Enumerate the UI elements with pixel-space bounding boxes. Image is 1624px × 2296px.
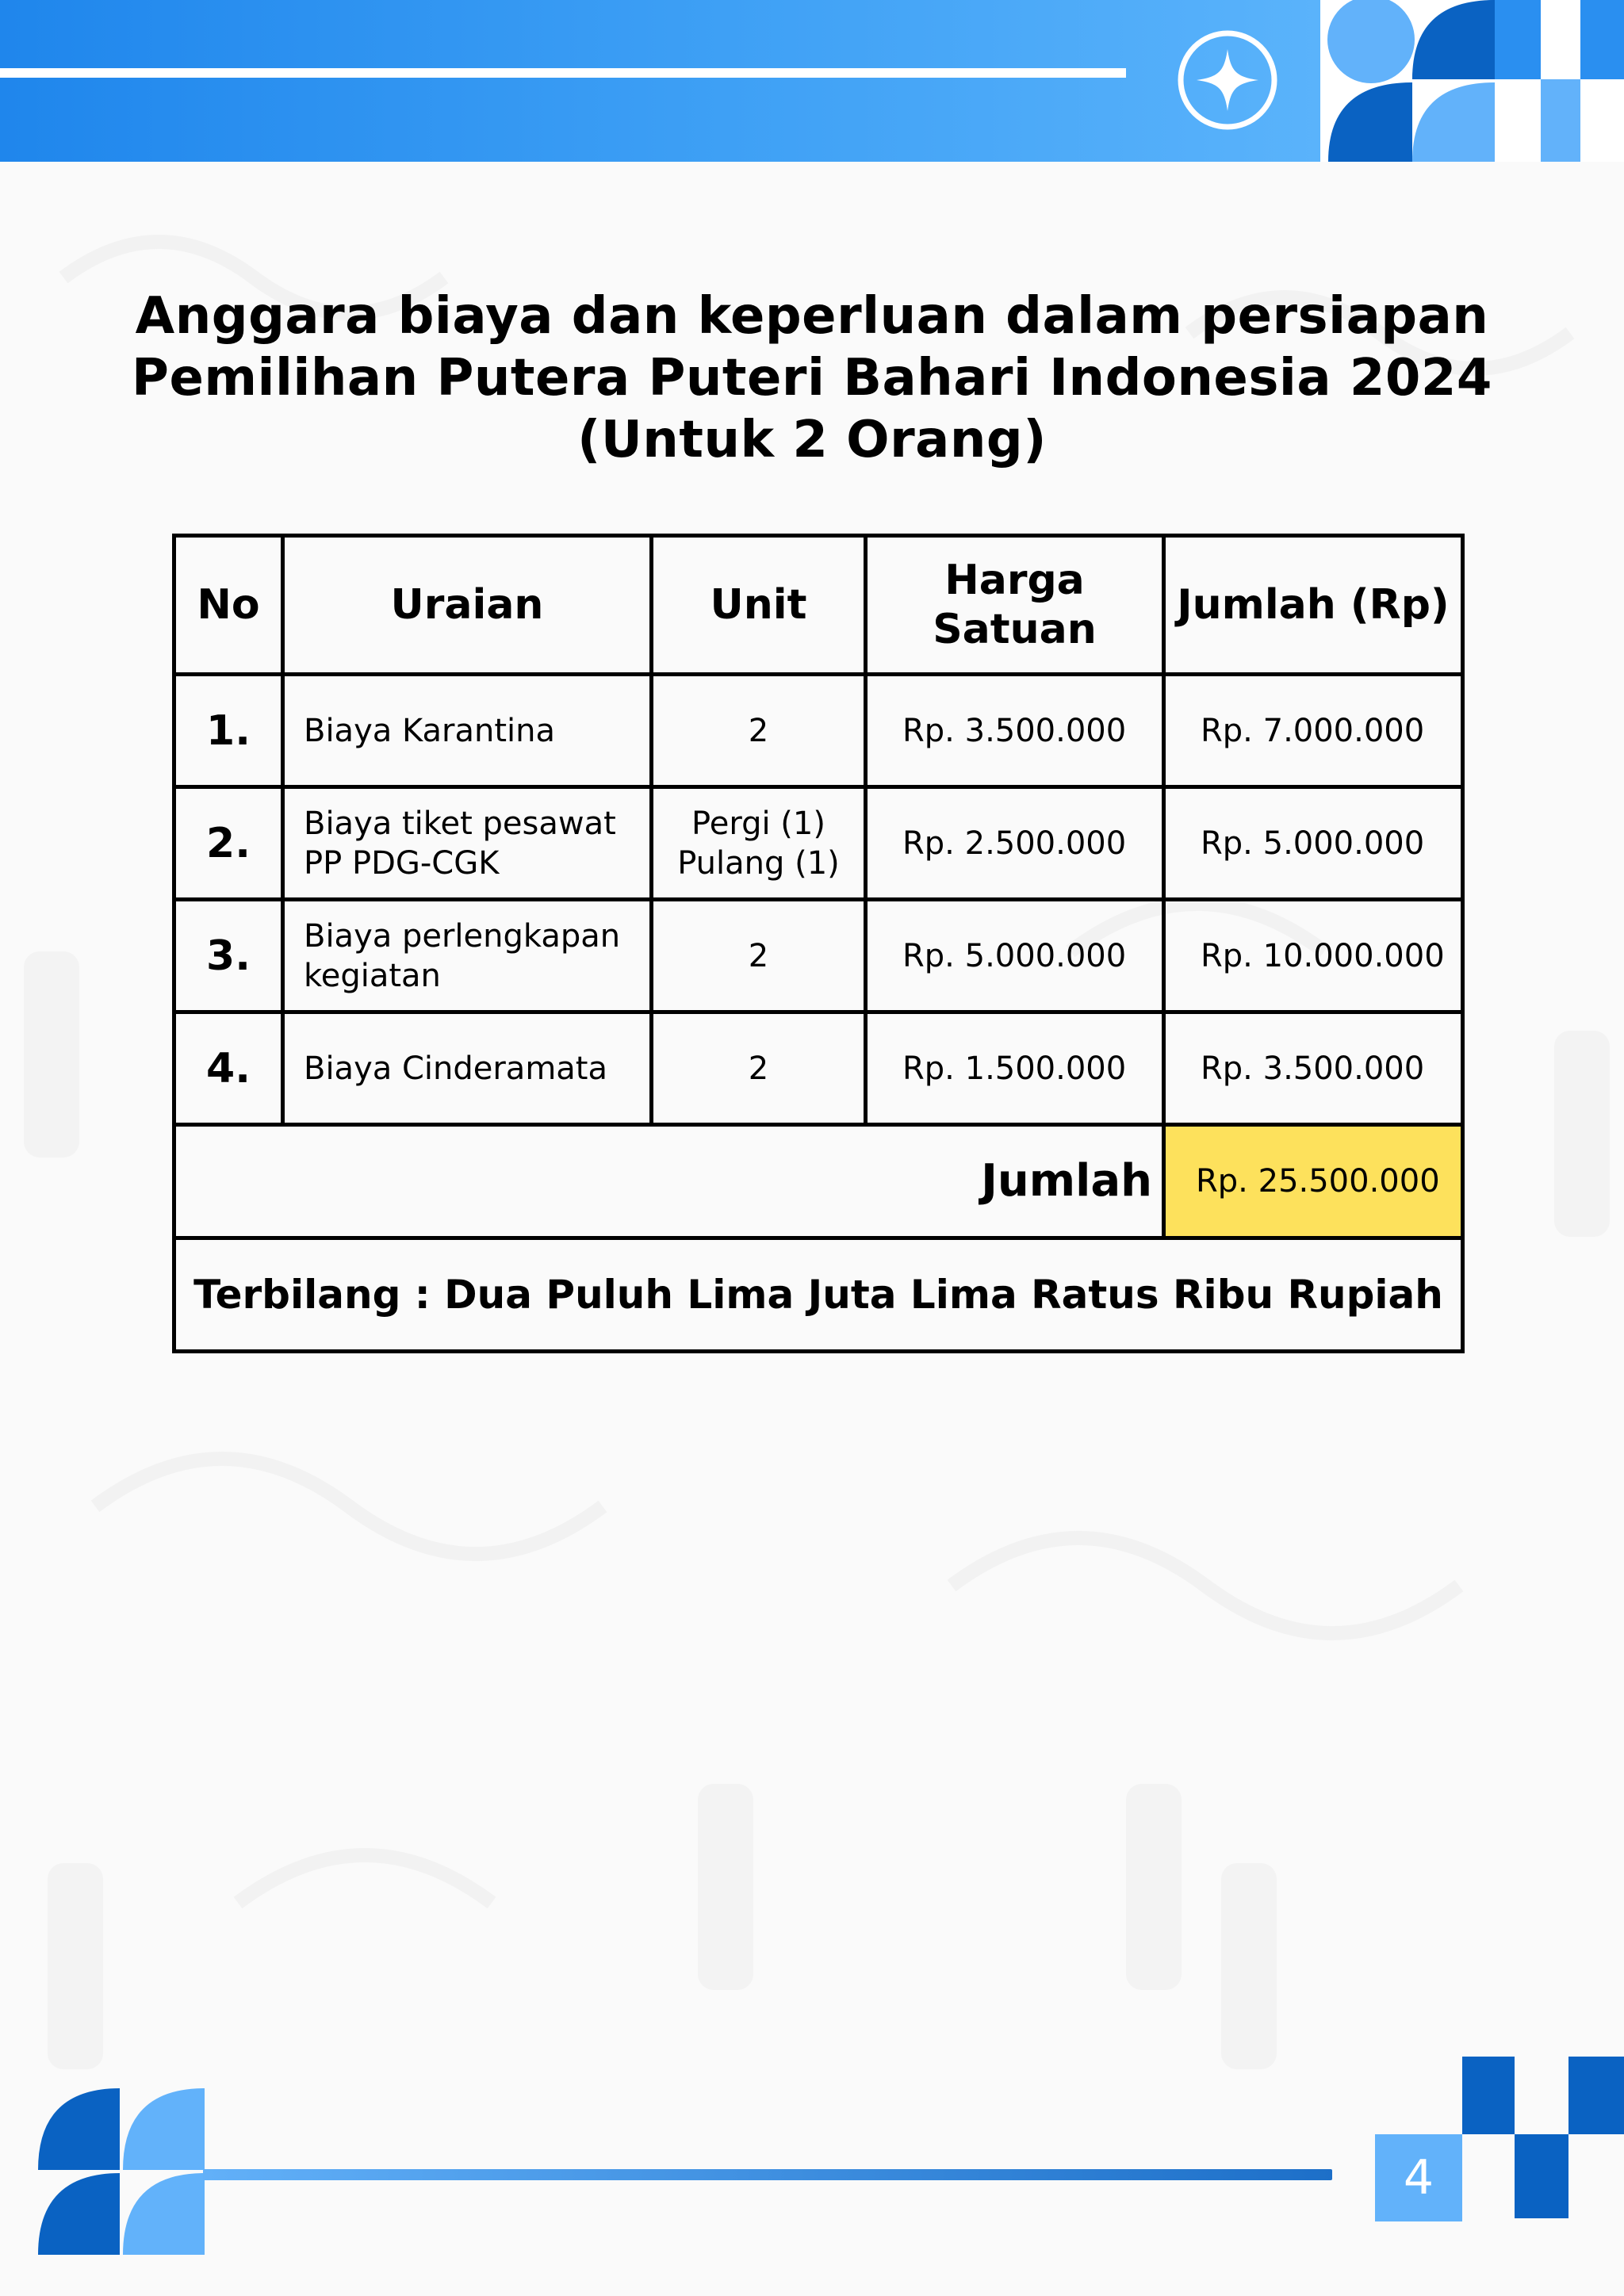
unit-line-1: 2 — [748, 937, 769, 974]
header-banner — [0, 0, 1320, 162]
header-unit: Unit — [652, 536, 866, 675]
table-row — [174, 1012, 1463, 1125]
total-label: Jumlah — [174, 1125, 1164, 1238]
header-harga-satuan — [866, 536, 1164, 675]
row-number: 3. — [174, 900, 283, 1012]
row-jumlah: Rp. 5.000.000 — [1164, 787, 1463, 900]
uraian-line-1: Biaya tiket pesawat — [304, 805, 616, 842]
row-unit — [652, 675, 866, 787]
unit-line-1: Pergi (1) — [691, 805, 825, 842]
uraian-line-1: Biaya perlengkapan — [304, 917, 621, 955]
row-unit — [652, 900, 866, 1012]
header-geometric-shapes — [1320, 0, 1624, 162]
terbilang-text: Terbilang : Dua Puluh Lima Juta Lima Ratus Ribu Rupiah — [174, 1238, 1463, 1352]
unit-line-1: 2 — [748, 1050, 769, 1087]
table-row — [174, 900, 1463, 1012]
footer-geometric-shapes — [38, 2088, 205, 2255]
footer-divider-line — [203, 2169, 1332, 2180]
row-harga-satuan: Rp. 2.500.000 — [866, 787, 1164, 900]
row-number: 1. — [174, 675, 283, 787]
row-unit — [652, 1012, 866, 1125]
header-harga-line-2: Satuan — [933, 606, 1097, 653]
row-jumlah: Rp. 3.500.000 — [1164, 1012, 1463, 1125]
uraian-line-2: kegiatan — [304, 957, 441, 994]
row-jumlah: Rp. 7.000.000 — [1164, 675, 1463, 787]
title-line-3: (Untuk 2 Orang) — [577, 411, 1047, 469]
row-harga-satuan: Rp. 1.500.000 — [866, 1012, 1164, 1125]
budget-table — [172, 534, 1465, 1353]
row-unit — [652, 787, 866, 900]
page-number: 4 — [1375, 2134, 1462, 2221]
table-row — [174, 787, 1463, 900]
row-jumlah: Rp. 10.000.000 — [1164, 900, 1463, 1012]
header-jumlah: Jumlah (Rp) — [1164, 536, 1463, 675]
uraian-line-1: Biaya Karantina — [304, 712, 555, 749]
unit-line-2: Pulang (1) — [677, 844, 840, 882]
page-title — [111, 285, 1513, 471]
row-harga-satuan: Rp. 3.500.000 — [866, 675, 1164, 787]
footer-checker-shapes — [1462, 2057, 1624, 2218]
row-harga-satuan: Rp. 5.000.000 — [866, 900, 1164, 1012]
total-value: Rp. 25.500.000 — [1164, 1125, 1463, 1238]
table-header-row — [174, 536, 1463, 675]
header-divider-line — [0, 68, 1126, 78]
row-number: 2. — [174, 787, 283, 900]
title-line-2: Pemilihan Putera Puteri Bahari Indonesia 2024 — [132, 349, 1492, 408]
total-row — [174, 1125, 1463, 1238]
header-harga-line-1: Harga — [944, 557, 1085, 604]
terbilang-row — [174, 1238, 1463, 1352]
title-line-1: Anggara biaya dan keperluan dalam persiapan — [135, 287, 1489, 346]
row-uraian — [283, 787, 652, 900]
star-badge-icon — [1176, 29, 1279, 132]
header-no: No — [174, 536, 283, 675]
row-number: 4. — [174, 1012, 283, 1125]
header-uraian: Uraian — [283, 536, 652, 675]
uraian-line-1: Biaya Cinderamata — [304, 1050, 607, 1087]
row-uraian — [283, 900, 652, 1012]
uraian-line-2: PP PDG-CGK — [304, 844, 500, 882]
unit-line-1: 2 — [748, 712, 769, 749]
row-uraian — [283, 1012, 652, 1125]
table-row — [174, 675, 1463, 787]
row-uraian — [283, 675, 652, 787]
